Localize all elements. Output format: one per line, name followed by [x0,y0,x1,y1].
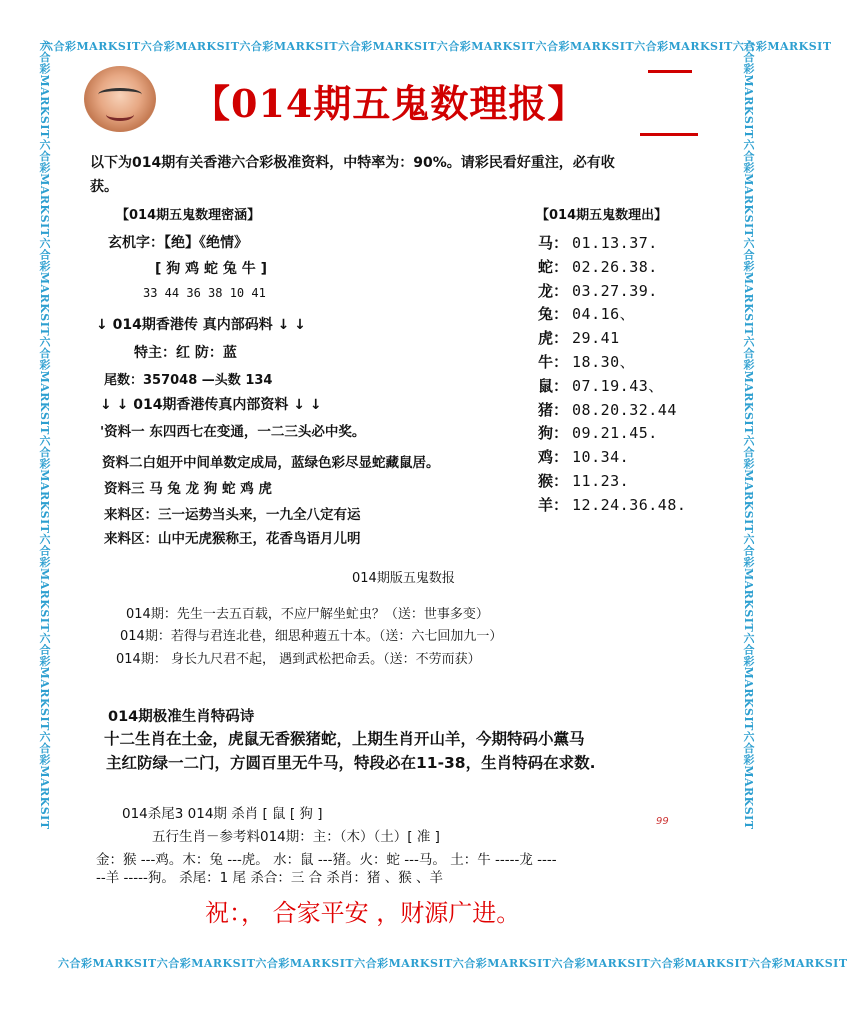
animals-list: [ 狗 鸡 蛇 兔 牛 ] [155,261,268,277]
intro-line-1: 以下为014期有关香港六合彩极准资料，中特率为：90%。请彩民看好重注，必有收 [90,155,615,171]
right-section-title: 【014期五鬼数理出】 [536,208,668,223]
zodiac-numbers: 10.34. [572,448,630,467]
zodiac-row [538,470,686,494]
wuxing-detail-2: --羊 -----狗。 杀尾：1 尾 杀合：三 合 杀肖：猪 、猴 、羊 [96,870,444,886]
poem-line-1: 十二生肖在土金，虎鼠无香猴猪蛇，上期生肖开山羊，今期特码小黨马 [104,730,585,748]
wuxing-detail-1: 金：猴 ---鸡。木：兔 ---虎。 水：鼠 ---猪。火：蛇 ---马。 土：牛 -----龙 ---- [96,852,557,868]
zodiac-list [538,232,686,518]
zodiac-numbers: 03.27.39. [572,281,658,300]
portrait-avatar [84,66,156,132]
tezhu-text: 特主：红 防：蓝 [134,345,237,361]
zodiac-row [538,399,686,423]
zodiac-numbers: 08.20.32.44 [572,400,677,419]
zodiac-row [538,351,686,375]
wugui-heading: 014期版五鬼数报 [352,571,455,586]
border-right: 六合彩MARKSIT六合彩MARKSIT六合彩MARKSIT六合彩MARKSIT六合彩MARKSIT六合彩MARKSIT六合彩MARKSIT六合彩MARKSIT [742,40,755,830]
xuanji-text: 玄机字：【绝】《绝情》 [108,235,248,251]
wuxing-line: 五行生肖－参考料014期：主：（木）（土）[ 准 ] [152,829,440,845]
zodiac-numbers: 29.41 [572,329,620,348]
blessing-text: 祝：， 合家平安 ，财源广进。 [205,899,521,927]
zodiac-numbers: 07.19.43、 [572,376,664,395]
wugui-line-3: 014期： 身长九尺君不起， 遇到武松把命丢。（送：不劳而获） [116,652,481,667]
ziliao-1: '资料一 东四西七在变通，一二三头必中奖。 [100,424,366,440]
zodiac-row [538,375,686,399]
laiyuan-2: 来料区：山中无虎猴称王，花香鸟语月儿明 [104,531,361,547]
zodiac-row [538,327,686,351]
ziliao-3: 资料三 马 兔 龙 狗 蛇 鸡 虎 [104,481,272,497]
border-bottom: 六合彩MARKSIT六合彩MARKSIT六合彩MARKSIT六合彩MARKSIT六合彩MARKSIT六合彩MARKSIT六合彩MARKSIT六合彩MARKSIT [58,957,848,970]
zodiac-animal: 狗： [538,424,569,443]
hk-heading-1: ↓ 014期香港传 真内部码料 ↓ ↓ [96,317,306,333]
red-underline-bottom [640,133,698,136]
zodiac-numbers: 12.24.36.48. [572,495,687,514]
number-list: 33 44 36 38 10 41 [143,286,266,300]
laiyuan-1: 来料区：三一运势当头来，一九全八定有运 [104,507,361,523]
zodiac-row [538,280,686,304]
hk-heading-2: ↓ ↓ 014期香港传真内部资料 ↓ ↓ [100,397,322,413]
ziliao-2: 资料二白姐开中间单数定成局，蓝绿色彩尽显蛇藏鼠居。 [102,455,440,471]
zodiac-row [538,422,686,446]
border-left: 六合彩MARKSIT六合彩MARKSIT六合彩MARKSIT六合彩MARKSIT六合彩MARKSIT六合彩MARKSIT六合彩MARKSIT六合彩MARKSIT [38,40,51,830]
zodiac-animal: 羊： [538,495,569,514]
zodiac-animal: 蛇： [538,257,569,276]
wugui-line-1: 014期：先生一去五百载，不应尸解坐虻虫？（送：世事多变） [126,607,489,622]
zodiac-row [538,256,686,280]
zodiac-animal: 兔： [538,305,569,324]
poem-line-2: 主红防绿一二门，方圆百里无牛马，特段必在11-38，生肖特码在求数. [106,754,596,772]
zodiac-numbers: 04.16、 [572,305,636,324]
shawei-line: 014杀尾3 014期 杀肖 [ 鼠 [ 狗 ] [122,806,323,822]
scribble-mark: 99 [656,816,669,827]
zodiac-animal: 鼠： [538,376,569,395]
intro-line-2: 获。 [90,179,118,195]
zodiac-numbers: 09.21.45. [572,424,658,443]
zodiac-row [538,494,686,518]
zodiac-numbers: 01.13.37. [572,234,658,252]
left-section-title: 【014期五鬼数理密涵】 [116,208,261,223]
zodiac-numbers: 02.26.38. [572,257,658,276]
zodiac-numbers: 18.30、 [572,352,636,371]
zodiac-animal: 猴： [538,471,569,490]
border-top: 六合彩MARKSIT六合彩MARKSIT六合彩MARKSIT六合彩MARKSIT六合彩MARKSIT六合彩MARKSIT六合彩MARKSIT六合彩MARKSIT [42,40,832,53]
red-underline-top [648,70,692,73]
zodiac-animal: 龙： [538,281,569,300]
zodiac-row [538,232,686,256]
zodiac-row [538,446,686,470]
zodiac-row [538,303,686,327]
weishu-text: 尾数：357048 —头数 134 [104,373,273,388]
zodiac-animal: 猪： [538,400,569,419]
zodiac-numbers: 11.23. [572,471,630,490]
page-title: 【014期五鬼数理报】 [192,81,587,126]
zodiac-animal: 牛： [538,352,569,371]
wugui-line-2: 014期：若得与君连北巷，细思种蕸五十本。（送：六七回加九一） [120,629,503,644]
zodiac-animal: 鸡： [538,448,569,467]
zodiac-animal: 马： [538,234,569,252]
poem-heading: 014期极准生肖特码诗 [108,709,255,725]
zodiac-animal: 虎： [538,329,569,348]
